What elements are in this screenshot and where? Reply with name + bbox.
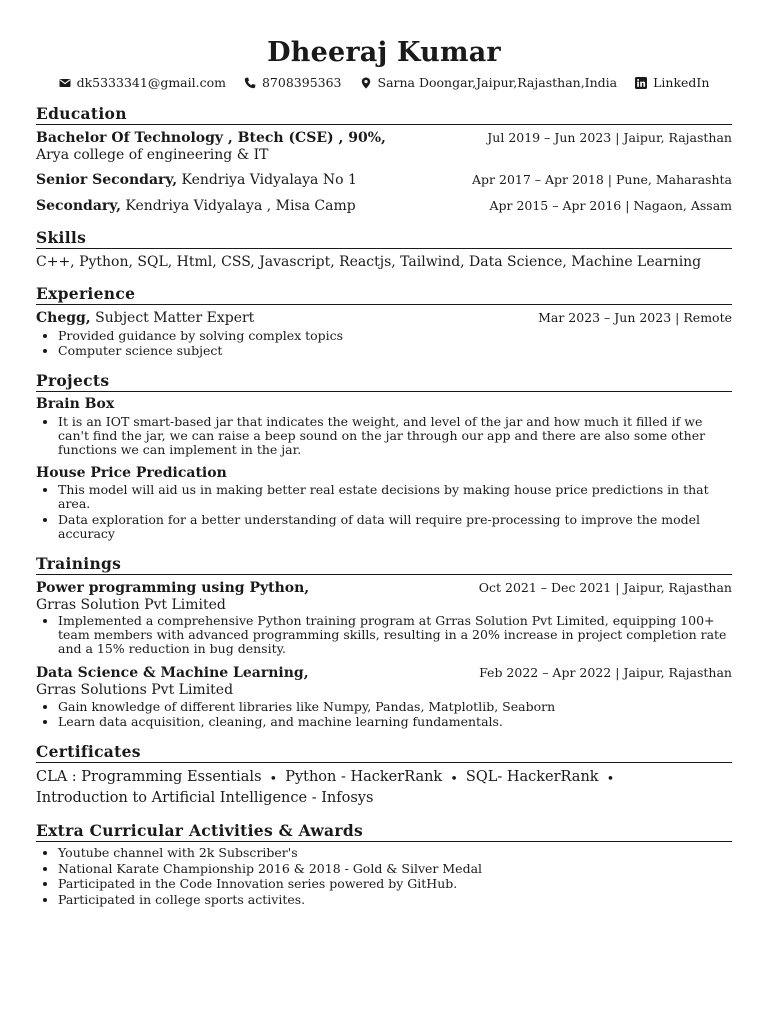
education-school: Kendriya Vidyalaya , Misa Camp bbox=[125, 198, 356, 214]
education-entry bbox=[36, 197, 732, 215]
training-dates: Feb 2022 – Apr 2022 bbox=[479, 665, 612, 680]
pipe-separator: | bbox=[607, 172, 613, 187]
education-place: Jaipur, Rajasthan bbox=[623, 130, 732, 145]
certificate-item: SQL- HackerRank bbox=[465, 769, 599, 785]
training-bullets bbox=[36, 700, 732, 730]
education-school: Kendriya Vidyalaya No 1 bbox=[181, 172, 357, 188]
training-org: Grras Solutions Pvt Limited bbox=[36, 682, 234, 698]
training-title: Data Science & Machine Learning, bbox=[36, 665, 309, 681]
training-entry bbox=[36, 664, 732, 729]
bullet-item: • Provided guidance by solving complex topics bbox=[58, 329, 732, 343]
experience-dates: Mar 2023 – Jun 2023 bbox=[538, 310, 672, 325]
project-title: Brain Box bbox=[36, 396, 115, 412]
envelope-icon bbox=[59, 77, 71, 89]
education-school: Arya college of engineering & IT bbox=[36, 147, 269, 163]
section-title-trainings: Trainings bbox=[36, 555, 732, 575]
education-entry bbox=[36, 171, 732, 189]
certificate-item: Introduction to Artificial Intelligence - Infosys bbox=[36, 790, 374, 806]
certificates-list bbox=[36, 767, 732, 788]
section-title-extra: Extra Curricular Activities & Awards bbox=[36, 822, 732, 842]
experience-place: Remote bbox=[683, 310, 732, 325]
linkedin-icon bbox=[635, 77, 647, 89]
experience-entry bbox=[36, 309, 732, 358]
skills-list: C++, Python, SQL, Html, CSS, Javascript, Reactjs, Tailwind, Data Science, Machine Learning bbox=[36, 254, 702, 270]
experience-section bbox=[36, 285, 732, 358]
education-degree: Secondary, bbox=[36, 198, 121, 214]
training-place: Jaipur, Rajasthan bbox=[623, 579, 732, 595]
pipe-separator: | bbox=[615, 579, 620, 595]
dot-separator: • bbox=[450, 772, 458, 787]
extra-section bbox=[36, 822, 732, 907]
education-dates: Jul 2019 – Jun 2023 bbox=[487, 130, 612, 145]
contact-email[interactable] bbox=[59, 75, 226, 91]
education-place: Pune, Maharashta bbox=[616, 172, 732, 187]
section-title-projects: Projects bbox=[36, 372, 732, 392]
education-place: Nagaon, Assam bbox=[633, 198, 732, 213]
extra-bullets bbox=[36, 846, 732, 907]
project-bullets bbox=[36, 415, 732, 457]
bullet-item: • It is an IOT smart-based jar that indicates the weight, and level of the jar and how much it filled if we can't find the jar, we can raise a beep sound on the jar through our app and there are also some other functions we can implement in the jar. bbox=[58, 415, 732, 457]
email-text: dk5333341@gmail.com bbox=[76, 75, 226, 90]
training-place: Jaipur, Rajasthan bbox=[623, 665, 732, 680]
linkedin-link: LinkedIn bbox=[653, 75, 710, 90]
pipe-separator: | bbox=[625, 198, 630, 213]
project-bullets bbox=[36, 483, 732, 541]
dot-separator: • bbox=[269, 772, 278, 787]
training-dates: Oct 2021 – Dec 2021 bbox=[478, 579, 612, 595]
phone-text: 8708395363 bbox=[261, 75, 342, 90]
projects-section bbox=[36, 372, 732, 541]
bullet-item: • Implemented a comprehensive Python training program at Grras Solution Pvt Limited, equipping 100+ team members with advanced programming skills, resulting in a 20% increase in project completion rate and a 15% reduction in bug density. bbox=[58, 614, 732, 656]
pipe-separator: | bbox=[615, 130, 620, 145]
contact-linkedin[interactable] bbox=[635, 75, 709, 91]
certificate-item: CLA : Programming Essentials bbox=[36, 769, 262, 785]
bullet-item: • Participated in the Code Innovation series powered by GitHub. bbox=[58, 877, 732, 891]
training-org: Grras Solution Pvt Limited bbox=[36, 596, 226, 613]
bullet-item: • Learn data acquisition, cleaning, and machine learning fundamentals. bbox=[58, 715, 732, 729]
project-entry bbox=[36, 396, 732, 457]
phone-icon bbox=[244, 77, 256, 89]
trainings-section bbox=[36, 555, 732, 730]
education-section bbox=[36, 105, 732, 215]
section-title-experience: Experience bbox=[36, 285, 732, 305]
education-dates: Apr 2017 – Apr 2018 bbox=[472, 172, 604, 187]
project-entry bbox=[36, 465, 732, 541]
experience-role: Subject Matter Expert bbox=[95, 310, 255, 326]
bullet-item: • National Karate Championship 2016 & 2018 - Gold & Silver Medal bbox=[58, 862, 732, 876]
bullet-item: • This model will aid us in making better real estate decisions by making house price predictions in that area. bbox=[58, 483, 732, 511]
section-title-certificates: Certificates bbox=[36, 743, 732, 763]
skills-section bbox=[36, 229, 732, 271]
training-title: Power programming using Python, bbox=[36, 579, 310, 596]
resume-name: Dheeraj Kumar bbox=[267, 37, 501, 68]
contact-location bbox=[360, 75, 618, 91]
pipe-separator: | bbox=[615, 665, 620, 680]
education-degree: Bachelor Of Technology , Btech (CSE) , 90%, bbox=[36, 130, 386, 146]
certificates-section bbox=[36, 743, 732, 808]
project-title: House Price Predication bbox=[36, 464, 227, 481]
bullet-item: • Youtube channel with 2k Subscriber's bbox=[58, 846, 732, 860]
pipe-separator: | bbox=[675, 310, 680, 325]
bullet-item: • Data exploration for a better understanding of data will require pre-processing to improve the model accuracy bbox=[58, 513, 732, 541]
training-bullets bbox=[36, 614, 732, 656]
section-title-education: Education bbox=[36, 105, 732, 125]
education-entry bbox=[36, 129, 732, 163]
contact-phone[interactable] bbox=[244, 75, 342, 91]
bullet-item: • Gain knowledge of different libraries like Numpy, Pandas, Matplotlib, Seaborn bbox=[58, 700, 732, 714]
experience-bullets bbox=[36, 329, 732, 359]
map-pin-icon bbox=[360, 77, 372, 89]
bullet-item: • Computer science subject bbox=[58, 344, 732, 358]
certificate-item: Python - HackerRank bbox=[285, 769, 443, 785]
section-title-skills: Skills bbox=[36, 229, 732, 249]
bullet-item: • Participated in college sports activites. bbox=[58, 893, 732, 907]
training-entry bbox=[36, 579, 732, 657]
location-text: Sarna Doongar,Jaipur,Rajasthan,India bbox=[377, 75, 618, 90]
education-dates: Apr 2015 – Apr 2016 bbox=[489, 198, 622, 213]
contact-bar bbox=[36, 75, 732, 91]
education-degree: Senior Secondary, bbox=[36, 172, 178, 188]
dot-separator: • bbox=[606, 772, 615, 787]
experience-company: Chegg, bbox=[36, 310, 91, 326]
